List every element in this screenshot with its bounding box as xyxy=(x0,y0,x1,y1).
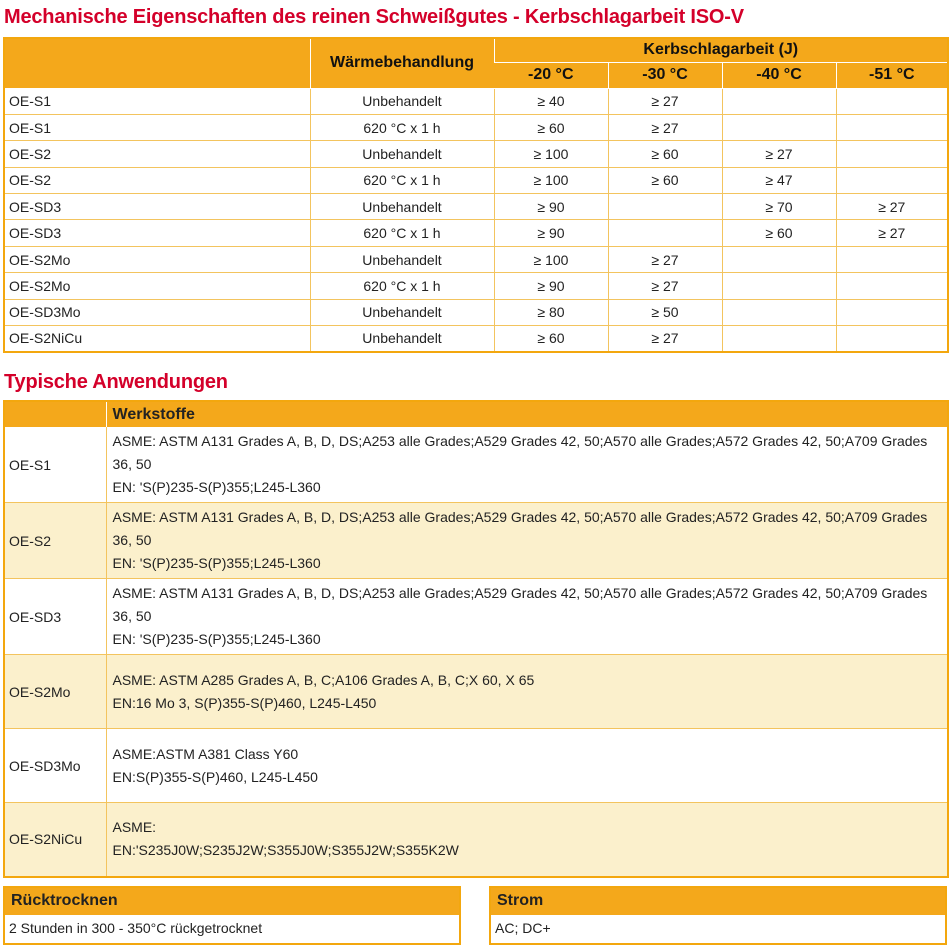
impact-value-cell: ≥ 60 xyxy=(494,114,608,140)
header-blank xyxy=(4,401,106,427)
impact-value-cell: ≥ 60 xyxy=(608,167,722,193)
table-row xyxy=(4,427,948,503)
impact-value-cell: ≥ 90 xyxy=(494,273,608,299)
table-row xyxy=(4,655,948,729)
impact-value-cell: ≥ 100 xyxy=(494,167,608,193)
impact-value-cell: ≥ 60 xyxy=(494,326,608,352)
materials-line: EN: 'S(P)235-S(P)355;L245-L360 xyxy=(112,555,321,571)
mechanical-properties-title: Mechanische Eigenschaften des reinen Schweißgutes - Kerbschlagarbeit ISO-V xyxy=(4,6,744,28)
header-temp: -40 °C xyxy=(722,62,836,88)
impact-value-cell xyxy=(836,273,948,299)
product-name: OE-SD3 xyxy=(4,220,310,246)
product-name: OE-S2 xyxy=(4,167,310,193)
impact-value-cell xyxy=(722,88,836,114)
materials-line: EN:16 Mo 3, S(P)355-S(P)460, L245-L450 xyxy=(112,694,377,711)
impact-value-cell: ≥ 27 xyxy=(722,141,836,167)
materials-line: EN: 'S(P)235-S(P)355;L245-L360 xyxy=(112,479,321,495)
impact-value-cell xyxy=(608,194,722,220)
impact-value-cell: ≥ 27 xyxy=(608,246,722,272)
materials-line: ASME: ASTM A131 Grades A, B, D, DS;A253 alle Grades;A529 Grades 42, 50;A570 alle Grades;A572 Grades 42, 50;A709 Grades 36, 50 xyxy=(112,585,928,624)
impact-value-cell: ≥ 27 xyxy=(608,326,722,352)
product-name: OE-S2 xyxy=(4,503,106,579)
impact-value-cell: ≥ 60 xyxy=(722,220,836,246)
redry-text: 2 Stunden in 300 - 350°C rückgetrocknet xyxy=(9,920,263,936)
table-row xyxy=(4,88,948,114)
heat-treatment-cell: 620 °C x 1 h xyxy=(310,273,494,299)
product-name: OE-S2Mo xyxy=(4,655,106,729)
table-row xyxy=(4,273,948,299)
materials-line: EN:S(P)355-S(P)460, L245-L450 xyxy=(112,768,318,785)
impact-value-cell: ≥ 60 xyxy=(608,141,722,167)
heat-treatment-cell: 620 °C x 1 h xyxy=(310,167,494,193)
header-temp: -20 °C xyxy=(494,62,608,88)
heat-treatment-cell: 620 °C x 1 h xyxy=(310,220,494,246)
product-name: OE-SD3 xyxy=(4,579,106,655)
materials-line: ASME: ASTM A131 Grades A, B, D, DS;A253 alle Grades;A529 Grades 42, 50;A570 alle Grades;A572 Grades 42, 50;A709 Grades 36, 50 xyxy=(112,509,928,548)
impact-value-cell: ≥ 47 xyxy=(722,167,836,193)
impact-value-cell: ≥ 27 xyxy=(608,88,722,114)
materials-cell xyxy=(106,503,948,579)
applications-table xyxy=(3,400,949,878)
table-row xyxy=(4,803,948,877)
product-name: OE-S2Mo xyxy=(4,246,310,272)
impact-value-cell xyxy=(722,114,836,140)
redry-box xyxy=(3,886,461,945)
current-title: Strom xyxy=(491,888,945,915)
impact-value-cell: ≥ 100 xyxy=(494,141,608,167)
header-temp: -30 °C xyxy=(608,62,722,88)
impact-value-cell xyxy=(836,246,948,272)
product-name: OE-S2NiCu xyxy=(4,326,310,352)
impact-value-cell: ≥ 27 xyxy=(836,194,948,220)
heat-treatment-cell: Unbehandelt xyxy=(310,326,494,352)
impact-value-cell: ≥ 27 xyxy=(836,220,948,246)
header-blank xyxy=(4,38,310,88)
table-row xyxy=(4,167,948,193)
materials-cell xyxy=(106,729,948,803)
heat-treatment-cell: 620 °C x 1 h xyxy=(310,114,494,140)
header-heat-treatment: Wärmebehandlung xyxy=(310,38,494,88)
materials-line: ASME: ASTM A131 Grades A, B, D, DS;A253 alle Grades;A529 Grades 42, 50;A570 alle Grades;A572 Grades 42, 50;A709 Grades 36, 50 xyxy=(112,433,928,472)
impact-value-cell xyxy=(836,141,948,167)
materials-line: ASME: xyxy=(112,819,157,836)
table-row xyxy=(4,729,948,803)
applications-title: Typische Anwendungen xyxy=(4,371,228,393)
product-name: OE-SD3 xyxy=(4,194,310,220)
impact-value-cell xyxy=(608,220,722,246)
heat-treatment-cell: Unbehandelt xyxy=(310,299,494,325)
materials-line: EN:'S235J0W;S235J2W;S355J0W;S355J2W;S355K2W xyxy=(112,842,459,859)
impact-value-cell: ≥ 27 xyxy=(608,114,722,140)
table-row xyxy=(4,503,948,579)
header-impact-energy: Kerbschlagarbeit (J) xyxy=(494,38,948,62)
header-materials: Werkstoffe xyxy=(106,401,948,427)
impact-energy-table xyxy=(3,37,949,353)
heat-treatment-cell: Unbehandelt xyxy=(310,141,494,167)
redry-title: Rücktrocknen xyxy=(5,888,459,915)
heat-treatment-cell: Unbehandelt xyxy=(310,194,494,220)
current-text: AC; DC+ xyxy=(495,920,551,936)
product-name: OE-S1 xyxy=(4,88,310,114)
impact-value-cell: ≥ 50 xyxy=(608,299,722,325)
table-row xyxy=(4,114,948,140)
impact-value-cell: ≥ 70 xyxy=(722,194,836,220)
product-name: OE-S2Mo xyxy=(4,273,310,299)
table-row xyxy=(4,194,948,220)
impact-value-cell: ≥ 40 xyxy=(494,88,608,114)
materials-cell xyxy=(106,655,948,729)
impact-value-cell: ≥ 90 xyxy=(494,220,608,246)
impact-value-cell xyxy=(722,299,836,325)
materials-line: ASME:ASTM A381 Class Y60 xyxy=(112,745,299,762)
table-row xyxy=(4,299,948,325)
table-row xyxy=(4,141,948,167)
materials-cell xyxy=(106,803,948,877)
product-name: OE-S2NiCu xyxy=(4,803,106,877)
heat-treatment-cell: Unbehandelt xyxy=(310,88,494,114)
impact-value-cell: ≥ 27 xyxy=(608,273,722,299)
impact-value-cell: ≥ 80 xyxy=(494,299,608,325)
table-row xyxy=(4,579,948,655)
materials-cell xyxy=(106,427,948,503)
impact-value-cell xyxy=(722,326,836,352)
impact-value-cell xyxy=(836,167,948,193)
heat-treatment-cell: Unbehandelt xyxy=(310,246,494,272)
materials-line: EN: 'S(P)235-S(P)355;L245-L360 xyxy=(112,631,321,647)
impact-value-cell xyxy=(836,326,948,352)
materials-line: ASME: ASTM A285 Grades A, B, C;A106 Grades A, B, C;X 60, X 65 xyxy=(112,671,535,688)
product-name: OE-S2 xyxy=(4,141,310,167)
impact-value-cell xyxy=(722,246,836,272)
header-temp: -51 °C xyxy=(836,62,948,88)
impact-value-cell xyxy=(836,114,948,140)
materials-cell xyxy=(106,579,948,655)
table-row xyxy=(4,220,948,246)
product-name: OE-S1 xyxy=(4,114,310,140)
product-name: OE-SD3Mo xyxy=(4,299,310,325)
table-row xyxy=(4,246,948,272)
product-name: OE-SD3Mo xyxy=(4,729,106,803)
impact-value-cell xyxy=(722,273,836,299)
table-row xyxy=(4,326,948,352)
impact-value-cell xyxy=(836,88,948,114)
impact-value-cell: ≥ 90 xyxy=(494,194,608,220)
product-name: OE-S1 xyxy=(4,427,106,503)
impact-value-cell: ≥ 100 xyxy=(494,246,608,272)
current-box xyxy=(489,886,947,945)
impact-value-cell xyxy=(836,299,948,325)
